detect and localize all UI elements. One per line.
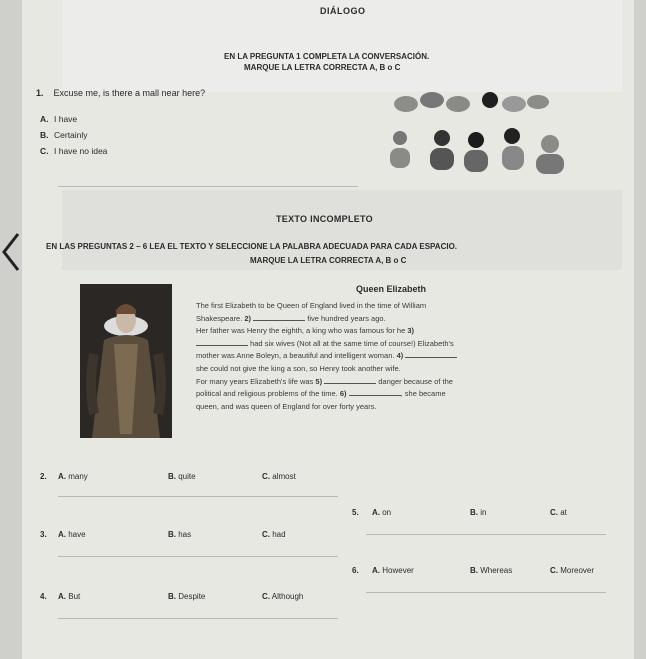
passage-text: Shakespeare. — [196, 313, 243, 323]
option-text: quite — [178, 472, 196, 481]
page-title: DIÁLOGO — [320, 6, 366, 16]
answer-gap — [349, 395, 401, 396]
option-text: However — [382, 566, 414, 575]
option-text: Despite — [178, 592, 206, 601]
option-text: on — [382, 508, 392, 517]
option-text: Although — [271, 592, 304, 601]
option-text: almost — [272, 472, 296, 481]
people-talking-illustration — [386, 92, 572, 176]
answer-hint-line — [366, 534, 606, 535]
reading-title: Queen Elizabeth — [356, 284, 427, 294]
answer-hint-line — [58, 496, 338, 497]
answer-hint-line — [58, 618, 338, 619]
instruction-line-1: EN LA PREGUNTA 1 COMPLETA LA CONVERSACIÓN. — [224, 52, 430, 61]
passage-text: mother was Anne Boleyn, a beautiful and intelligent woman. — [196, 351, 395, 361]
question-4 — [40, 592, 47, 601]
question-5 — [352, 508, 359, 517]
instruction-line-2: MARQUE LA LETRA CORRECTA A, B o C — [244, 63, 401, 72]
section-instruction-2: MARQUE LA LETRA CORRECTA A, B o C — [250, 256, 407, 265]
gap-number: 3) — [407, 326, 415, 336]
option-text: had — [272, 530, 286, 539]
option-1a[interactable] — [40, 114, 77, 124]
option-letter: B. — [470, 566, 478, 575]
option-text: Certainly — [54, 130, 88, 140]
option-text: have — [68, 530, 86, 539]
option-4b[interactable] — [168, 592, 205, 601]
passage-text: political and religious problems of the time. — [196, 389, 338, 399]
section-instruction-1: EN LAS PREGUNTAS 2 – 6 LEA EL TEXTO Y SELECCIONE LA PALABRA ADECUADA PARA CADA ESPACIO. — [46, 242, 458, 251]
question-number: 5. — [352, 508, 359, 517]
option-text: I have no idea — [54, 146, 108, 156]
answer-gap — [253, 320, 305, 321]
option-letter: B. — [40, 130, 49, 140]
option-1c[interactable] — [40, 146, 107, 156]
option-2b[interactable] — [168, 472, 196, 481]
option-6b[interactable] — [470, 566, 512, 575]
option-3a[interactable] — [58, 530, 86, 539]
passage-text: had six wives (Not all at the same time of course!) Elizabeth's — [250, 338, 454, 348]
option-letter: C. — [262, 530, 270, 539]
option-text: I have — [54, 114, 78, 124]
option-6a[interactable] — [372, 566, 414, 575]
option-text: in — [480, 508, 487, 517]
answer-gap — [405, 357, 457, 358]
passage-text: queen, and was queen of England for over forty years. — [196, 401, 377, 411]
gap-number: 4) — [396, 351, 404, 361]
option-letter: A. — [372, 566, 380, 575]
passage-text: , she became — [400, 389, 446, 399]
question-6 — [352, 566, 359, 575]
passage-text: The first Elizabeth to be Queen of England lived in the time of William — [196, 301, 427, 310]
option-letter: A. — [58, 592, 66, 601]
option-5a[interactable] — [372, 508, 391, 517]
option-letter: B. — [168, 592, 176, 601]
answer-hint-line — [58, 556, 338, 557]
option-letter: B. — [470, 508, 478, 517]
option-letter: C. — [550, 508, 558, 517]
question-1 — [36, 88, 205, 98]
option-text: Moreover — [560, 566, 595, 575]
option-4c[interactable] — [262, 592, 303, 601]
question-prompt: Excuse me, is there a mall near here? — [53, 88, 206, 98]
reading-passage — [196, 300, 614, 413]
passage-text: she could not give the king a son, so Henry took another wife. — [196, 363, 401, 373]
question-number: 6. — [352, 566, 359, 575]
answer-hint-line — [366, 592, 606, 593]
option-letter: A. — [40, 114, 49, 124]
option-text: many — [68, 472, 88, 481]
option-text: at — [560, 508, 567, 517]
passage-text: danger because of the — [378, 376, 453, 386]
passage-text: For many years Elizabeth's life was — [196, 376, 314, 386]
option-letter: B. — [168, 530, 176, 539]
option-3c[interactable] — [262, 530, 286, 539]
option-text: Whereas — [480, 566, 513, 575]
question-number: 3. — [40, 530, 47, 539]
option-letter: C. — [40, 146, 49, 156]
question-number: 4. — [40, 592, 47, 601]
question-2 — [40, 472, 47, 481]
option-5b[interactable] — [470, 508, 486, 517]
answer-hint-line — [58, 186, 358, 187]
passage-text: five hundred years ago. — [307, 313, 386, 323]
option-text: has — [178, 530, 192, 539]
gap-number: 2) — [244, 313, 252, 323]
option-letter: C. — [262, 472, 270, 481]
answer-gap — [196, 345, 248, 346]
option-3b[interactable] — [168, 530, 191, 539]
question-number: 1. — [36, 88, 44, 98]
option-letter: B. — [168, 472, 176, 481]
answer-gap — [324, 383, 376, 384]
option-letter: A. — [372, 508, 380, 517]
option-letter: A. — [58, 472, 66, 481]
queen-portrait-image — [80, 284, 172, 438]
option-2c[interactable] — [262, 472, 296, 481]
option-5c[interactable] — [550, 508, 567, 517]
option-letter: A. — [58, 530, 66, 539]
option-4a[interactable] — [58, 592, 80, 601]
section-title: TEXTO INCOMPLETO — [276, 214, 373, 224]
chevron-left-icon[interactable] — [0, 232, 22, 272]
option-letter: C. — [262, 592, 270, 601]
question-number: 2. — [40, 472, 47, 481]
option-1b[interactable] — [40, 130, 88, 140]
gap-number: 5) — [315, 376, 323, 386]
option-letter: C. — [550, 566, 558, 575]
gap-number: 6) — [339, 389, 347, 399]
passage-text: Her father was Henry the eighth, a king who was famous for he — [196, 326, 406, 336]
option-text: But — [68, 592, 81, 601]
option-6c[interactable] — [550, 566, 594, 575]
option-2a[interactable] — [58, 472, 88, 481]
question-3 — [40, 530, 47, 539]
